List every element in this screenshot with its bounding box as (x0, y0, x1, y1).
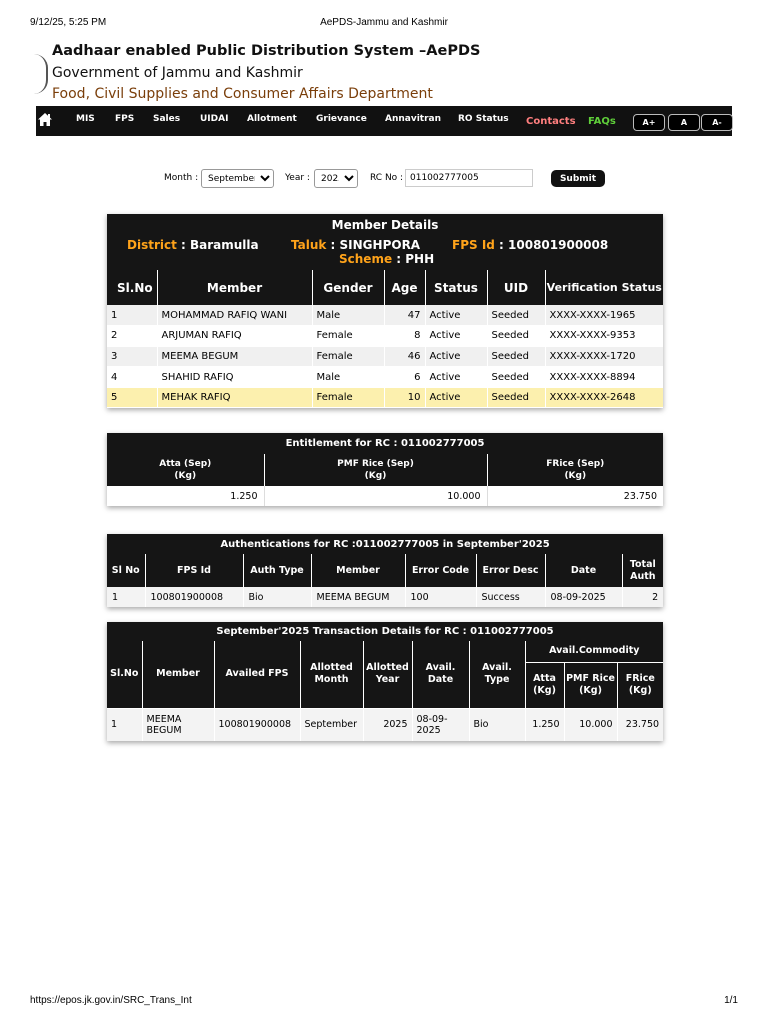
member-details-panel (107, 214, 663, 408)
table-cell: 08-09-2025 (412, 708, 469, 741)
column-header: Sl.No (107, 641, 142, 708)
table-cell: Male (312, 305, 384, 326)
print-page-number: 1/1 (724, 995, 738, 1006)
year-select[interactable] (314, 169, 358, 188)
table-cell: XXXX-XXXX-2648 (545, 387, 663, 408)
table-cell: 100 (405, 587, 476, 607)
table-cell: 1 (107, 305, 157, 326)
column-header: UID (487, 270, 545, 305)
entitlement-header (107, 454, 663, 486)
table-cell: 6 (384, 367, 425, 388)
table-cell: 3 (107, 346, 157, 367)
scheme-value: PHH (405, 252, 435, 266)
table-cell: Success (476, 587, 545, 607)
table-cell: 1 (107, 587, 145, 607)
transactions-title: September'2025 Transaction Details for RC : 011002777005 (107, 622, 663, 641)
column-header: Verification Status (545, 270, 663, 305)
table-cell: Seeded (487, 305, 545, 326)
column-header: Error Desc (476, 554, 545, 587)
submit-button[interactable]: Submit (551, 170, 605, 187)
table-cell: 100801900008 (214, 708, 300, 741)
column-unit: (Kg) (174, 471, 197, 481)
commodity-group-header: Avail.Commodity (525, 641, 663, 662)
font-increase-button[interactable]: A+ (633, 114, 665, 131)
print-footer (0, 995, 768, 1009)
table-cell: 1.250 (525, 708, 564, 741)
nav-item-allotment[interactable]: Allotment (247, 114, 297, 124)
table-cell: MEEMA BEGUM (157, 346, 312, 367)
column-header: PMF Rice (Kg) (564, 662, 617, 708)
table-cell: 08-09-2025 (545, 587, 622, 607)
nav-item-uidai[interactable]: UIDAI (200, 114, 229, 124)
column-header: Age (384, 270, 425, 305)
column-header (264, 454, 487, 486)
table-cell: Female (312, 387, 384, 408)
table-cell: 23.750 (487, 486, 663, 506)
column-header: Availed FPS (214, 641, 300, 708)
taluk-label: Taluk (291, 238, 327, 252)
table-cell: MEHAK RAFIQ (157, 387, 312, 408)
fps-id-info: FPS Id : 100801900008 (452, 238, 609, 252)
table-cell: Active (425, 367, 487, 388)
table-cell: Seeded (487, 346, 545, 367)
column-header: Gender (312, 270, 384, 305)
column-unit: (Kg) (364, 471, 387, 481)
month-label: Month : (164, 173, 199, 183)
year-label: Year : (285, 173, 310, 183)
table-row (107, 305, 663, 326)
authentications-table (107, 534, 663, 607)
table-row (107, 708, 663, 741)
fps-id-value: 100801900008 (508, 238, 609, 252)
print-url: https://epos.jk.gov.in/SRC_Trans_Int (30, 995, 192, 1006)
authentications-header (107, 554, 663, 587)
table-row (107, 486, 663, 506)
table-row (107, 367, 663, 388)
table-cell: Active (425, 387, 487, 408)
column-header: FRice (Kg) (617, 662, 663, 708)
column-header: Status (425, 270, 487, 305)
column-header: Avail. Date (412, 641, 469, 708)
column-header: Auth Type (243, 554, 311, 587)
rc-number-input[interactable] (405, 169, 533, 187)
table-row (107, 326, 663, 347)
nav-item-mis[interactable]: MIS (76, 114, 95, 124)
print-header (0, 17, 768, 31)
column-header: Member (142, 641, 214, 708)
transactions-header (107, 641, 663, 662)
entitlement-panel (107, 433, 663, 506)
table-cell: XXXX-XXXX-1720 (545, 346, 663, 367)
table-cell: 100801900008 (145, 587, 243, 607)
site-header (34, 42, 734, 104)
home-icon[interactable] (37, 112, 53, 128)
column-header: Error Code (405, 554, 476, 587)
nav-item-sales[interactable]: Sales (153, 114, 181, 124)
authentications-panel (107, 534, 663, 607)
table-cell: 1.250 (107, 486, 264, 506)
government-name: Government of Jammu and Kashmir (52, 65, 303, 81)
column-header: Allotted Month (300, 641, 363, 708)
table-cell: Female (312, 326, 384, 347)
nav-item-ro-status[interactable]: RO Status (458, 114, 509, 124)
entitlement-title: Entitlement for RC : 011002777005 (107, 433, 663, 454)
department-name: Food, Civil Supplies and Consumer Affairs Department (52, 86, 433, 102)
table-cell: Bio (243, 587, 311, 607)
font-reset-button[interactable]: A (668, 114, 700, 131)
table-row (107, 587, 663, 607)
table-cell: Bio (469, 708, 525, 741)
table-cell: 8 (384, 326, 425, 347)
transactions-panel (107, 622, 663, 741)
column-header: Member (311, 554, 405, 587)
table-cell: Active (425, 305, 487, 326)
column-header: Sl No (107, 554, 145, 587)
month-select[interactable] (201, 169, 274, 188)
member-table (107, 270, 663, 408)
table-cell: September (300, 708, 363, 741)
nav-item-annavitran[interactable]: Annavitran (385, 114, 442, 124)
nav-item-grievance[interactable]: Grievance (316, 114, 367, 124)
table-cell: 10.000 (264, 486, 487, 506)
nav-item-faqs[interactable]: FAQs (588, 116, 616, 127)
column-header: FPS Id (145, 554, 243, 587)
nav-item-fps[interactable]: FPS (115, 114, 135, 124)
table-row (107, 346, 663, 367)
print-page-title: AePDS-Jammu and Kashmir (320, 17, 448, 28)
table-cell: XXXX-XXXX-1965 (545, 305, 663, 326)
column-name: PMF Rice (Sep) (337, 459, 414, 469)
table-cell: 10.000 (564, 708, 617, 741)
column-header: Allotted Year (363, 641, 412, 708)
table-cell: ARJUMAN RAFIQ (157, 326, 312, 347)
taluk-info: Taluk : SINGHPORA (291, 238, 421, 252)
table-cell: Male (312, 367, 384, 388)
column-header: Member (157, 270, 312, 305)
main-navbar (36, 106, 732, 136)
font-decrease-button[interactable]: A- (701, 114, 733, 131)
rc-number-label: RC No : (370, 173, 404, 183)
district-info: District : Baramulla (127, 238, 259, 252)
member-details-title: Member Details (107, 214, 663, 236)
column-name: Atta (Sep) (159, 459, 212, 469)
table-cell: XXXX-XXXX-8894 (545, 367, 663, 388)
table-cell: 47 (384, 305, 425, 326)
table-cell: 23.750 (617, 708, 663, 741)
table-cell: 4 (107, 367, 157, 388)
rc-filter-form (0, 168, 768, 190)
table-cell: 10 (384, 387, 425, 408)
member-table-header (107, 270, 663, 305)
table-cell: MEEMA BEGUM (311, 587, 405, 607)
district-value: Baramulla (190, 238, 259, 252)
column-unit: (Kg) (564, 471, 587, 481)
table-cell: 2025 (363, 708, 412, 741)
table-cell: Seeded (487, 387, 545, 408)
column-header: Atta (Kg) (525, 662, 564, 708)
table-cell: Active (425, 346, 487, 367)
column-header: Sl.No (107, 270, 157, 305)
scheme-info: Scheme : PHH (339, 252, 435, 266)
transactions-table (107, 622, 663, 741)
logo-arc-icon (34, 54, 48, 94)
table-cell: 2 (622, 587, 663, 607)
table-cell: Female (312, 346, 384, 367)
column-header (487, 454, 663, 486)
table-cell: XXXX-XXXX-9353 (545, 326, 663, 347)
table-cell: Active (425, 326, 487, 347)
column-header: Total Auth (622, 554, 663, 587)
table-cell: MEEMA BEGUM (142, 708, 214, 741)
print-datetime: 9/12/25, 5:25 PM (30, 17, 107, 28)
table-cell: MOHAMMAD RAFIQ WANI (157, 305, 312, 326)
fps-id-label: FPS Id (452, 238, 495, 252)
column-header: Avail. Type (469, 641, 525, 708)
table-cell: 46 (384, 346, 425, 367)
table-cell: Seeded (487, 326, 545, 347)
table-cell: SHAHID RAFIQ (157, 367, 312, 388)
table-cell: Seeded (487, 367, 545, 388)
table-row-highlighted (107, 387, 663, 408)
table-cell: 1 (107, 708, 142, 741)
district-label: District (127, 238, 177, 252)
column-header (107, 454, 264, 486)
member-info-bar (107, 236, 663, 270)
table-cell: 2 (107, 326, 157, 347)
table-cell: 5 (107, 387, 157, 408)
scheme-label: Scheme (339, 252, 393, 266)
entitlement-table (107, 433, 663, 506)
authentications-title: Authentications for RC :011002777005 in September'2025 (107, 534, 663, 554)
site-title: Aadhaar enabled Public Distribution System –AePDS (52, 43, 481, 59)
taluk-value: SINGHPORA (339, 238, 421, 252)
nav-item-contacts[interactable]: Contacts (526, 116, 576, 127)
column-header: Date (545, 554, 622, 587)
column-name: FRice (Sep) (546, 459, 605, 469)
